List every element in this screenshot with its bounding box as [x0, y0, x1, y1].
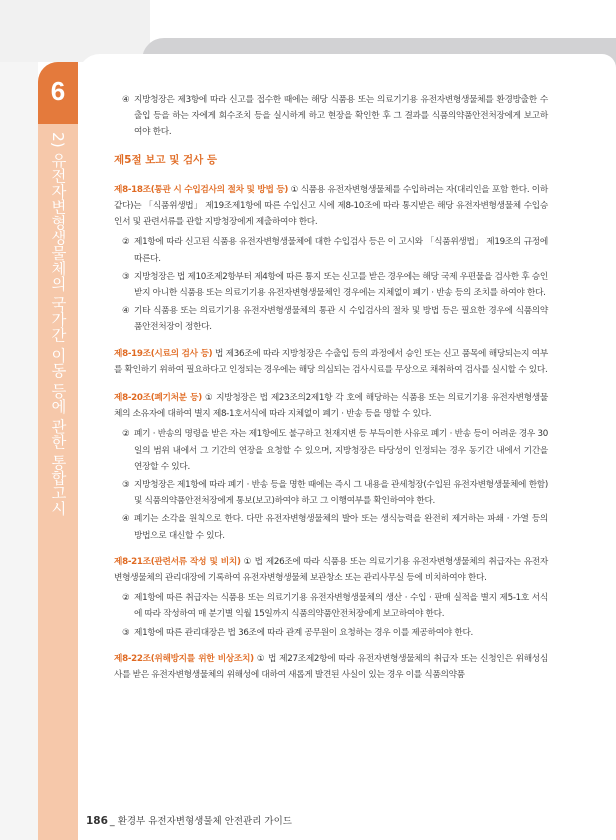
article-title: 제8-21조(관련서류 작성 및 비치): [114, 556, 241, 567]
article-18: [114, 182, 548, 231]
article-title: 제8-20조(폐기처분 등): [114, 393, 202, 404]
item-text: 지방청장은 법 제10조제2항부터 제4항에 따른 통지 또는 신고를 받은 경우에는 해당 국제 우편물을 검사한 후 승인받지 아니한 식품용 또는 의료기기용 유전자변형생물체인 경우에는 지체없이 폐기 · 반송 등의 조치를 하여야 한다.: [134, 271, 548, 299]
item-text: 제1항에 따른 취급자는 식품용 또는 의료기기용 유전자변형생물체의 생산 · 수입 · 판매 실적을 별지 제5-1호 서식에 따라 작성하여 매 분기별 익월 15일까지 식품의약품안전처장에게 보고하여야 한다.: [134, 593, 548, 620]
list-item: [118, 477, 548, 509]
article-21: [114, 554, 548, 586]
left-margin: [0, 62, 38, 840]
item-text: 폐기 · 반송의 명령을 받은 자는 제1항에도 불구하고 천재지변 등 부득이한 사유로 폐기 · 반송 등이 어려운 경우 30일의 범위 내에서 그 기간의 연장을 요청할 수 있으며, 지방청장은 타당성이 인정되는 경우 동기간 내에서 기간을 연장할 수 있다.: [134, 429, 548, 472]
item-text: 폐기는 소각을 원칙으로 한다. 다만 유전자변형생물체의 발아 또는 생식능력을 완전히 제거하는 파쇄 · 가열 등의 방법으로 대신할 수 있다.: [134, 514, 548, 541]
list-item: [118, 590, 548, 622]
page-footer: [86, 813, 292, 827]
item-text: 기타 식품용 또는 의료기기용 유전자변형생물체의 통관 시 수입검사의 절차 및 방법 등은 필요한 경우에 식품의약품안전처장이 정한다.: [134, 306, 548, 333]
article-text: ① 법 제26조에 따라 식품용 또는 의료기기용 유전자변형생물체의 취급자는 유전자변형생물체의 관리대장에 기록하여 유전자변형생물체 보관창소 또는 관리사무실 등에 비치하여야 한다.: [114, 556, 548, 584]
item-text: 제1항에 따라 신고된 식품용 유전자변형생물체에 대한 수입검사 등은 이 고시와 「식품위생법」 제19조의 규정에 따른다.: [134, 237, 548, 264]
article-19: [114, 346, 548, 378]
item-marker: ④: [122, 306, 130, 317]
list-item: [118, 269, 548, 301]
chapter-vertical-title: 2) 유전자변형생물체의 국가간 이동 등에 관한 통합고시: [49, 132, 67, 516]
article-text: ① 법 제27조제2항에 따라 유전자변형생물체의 취급자 또는 신청인은 위해성심사를 받은 유전자변형생물체의 위해성에 대하여 새롭게 발견된 사실이 있는 경우 이를 식품의약품: [114, 653, 548, 681]
page-number: 186: [86, 815, 108, 827]
article-title: 제8-18조(통관 시 수입검사의 절차 및 방법 등): [114, 184, 289, 195]
chapter-number: 6: [50, 76, 66, 106]
item-marker: ③: [122, 480, 130, 491]
article-22: [114, 651, 548, 683]
section-title: 제5절 보고 및 검사 등: [114, 153, 218, 166]
article-text: ① 식품용 유전자변형생물체를 수입하려는 자(대리인을 포함 한다. 이하 같다)는 「식품위생법」 제19조제1항에 따른 수입신고 시에 제8-10조에 따라 통지받은 해당 유전자변형생물체 수입승인서 및 관련서류를 관할 지방청장에게 제출하여야 한다.: [114, 184, 548, 228]
list-item: [118, 511, 548, 543]
top-band-left: [0, 0, 150, 62]
footer-separator: _: [109, 816, 115, 827]
item-marker: ②: [122, 429, 130, 440]
item-text: 제1항에 따른 관리대장은 법 36조에 따라 관계 공무원이 요청하는 경우 이를 제공하여야 한다.: [134, 627, 473, 638]
item-marker: ④: [122, 514, 130, 525]
list-item: [118, 303, 548, 335]
list-item: [118, 625, 548, 641]
list-item: [118, 234, 548, 266]
article-20: [114, 390, 548, 422]
item-text: 지방청장은 제1항에 따라 폐기 · 반송 등을 명한 때에는 즉시 그 내용을 관세청장(수입된 유전자변형생물체에 한함) 및 식품의약품안전처장에게 통보(보고)하여야 하고 그 이행여부를 확인하여야 한다.: [134, 480, 548, 507]
article-text: ① 지방청장은 법 제23조의2제1항 각 호에 해당하는 식품용 또는 의료기기용 유전자변형생물체의 소유자에 대하여 별지 제8-1호서식에 따라 지체없이 폐기 · 반송 등을 명할 수 있다.: [114, 393, 548, 420]
article-title: 제8-19조(시료의 검사 등): [114, 348, 213, 359]
item-marker: ②: [122, 593, 130, 604]
item-marker: ④: [122, 95, 130, 105]
article-title: 제8-22조(위해방지를 위한 비상조치): [114, 653, 254, 664]
item-marker: ②: [122, 237, 130, 248]
document-body: [114, 92, 548, 687]
footer-book-title: 환경부 유전자변형생물체 안전관리 가이드: [117, 816, 292, 827]
article-text: 법 제36조에 따라 지방청장은 수출입 등의 과정에서 승인 또는 신고 품목에 해당되는지 여부를 확인하기 위하여 필요하다고 인정되는 경우에는 해당 의심되는 검사시료를 무상으로 채취하여 검사를 실시할 수 있다.: [114, 348, 548, 375]
list-item: [118, 92, 548, 141]
list-item: [118, 426, 548, 475]
item-marker: ③: [122, 627, 130, 638]
item-text: 지방청장은 제3항에 따라 신고를 접수한 때에는 해당 식품용 또는 의료기기용 유전자변형생물체를 환경방출한 수출입 등을 하는 자에게 회수조치 등을 실시하게 하고 현장을 확인한 후 그 결과를 식품의약품안전처장에게 보고하여야 한다.: [134, 95, 548, 138]
item-marker: ③: [122, 271, 130, 282]
